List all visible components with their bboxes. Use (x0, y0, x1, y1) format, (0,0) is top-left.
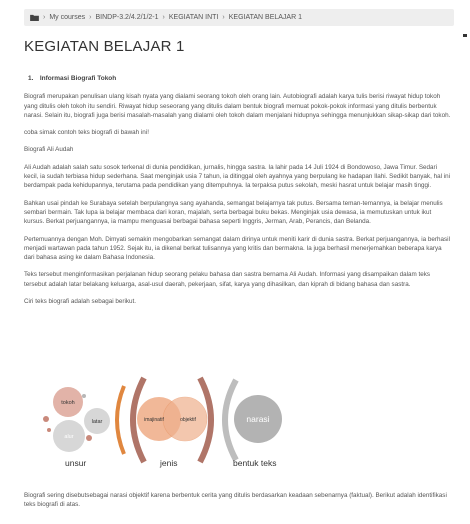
paragraph-analysis: Teks tersebut menginformasikan perjalanan hidup seorang pelaku bahasa dan sastra bernama Ali Audah. Informasi yang disampaikan dalam teks tersebut adalah latar belakang keluarga, asal-usul daerah, pekerjaan, sifat, karya yang dihasilkan, dan kiprah di bidang bahasa dan sastra. (24, 271, 431, 288)
dot-3 (86, 435, 92, 441)
biography-diagram (24, 372, 324, 482)
breadcrumb-current: KEGIATAN BELAJAR 1 (228, 14, 302, 21)
text-imajinatif: imajinatif (144, 417, 164, 423)
section-title: Informasi Biografi Tokoh (39, 75, 117, 82)
text-latar: latar (91, 419, 103, 425)
section-number: 1. (28, 75, 34, 82)
breadcrumb-course[interactable]: BINDP-3.2/4.2/1/2-1 (95, 14, 159, 21)
breadcrumb (24, 9, 454, 26)
label-bentuk-teks: bentuk teks (233, 458, 277, 468)
label-unsur: unsur (65, 458, 87, 468)
section-heading (24, 74, 452, 83)
text-narasi: narasi (246, 414, 270, 424)
chevron-right-icon: › (162, 14, 165, 21)
label-jenis: jenis (160, 458, 178, 468)
chevron-right-icon: › (222, 14, 225, 21)
paragraph-intro: Biografi merupakan penulisan ulang kisah nyata yang dialami seorang tokoh oleh orang lain. Autobiografi adalah karya tulis berisi riwayat hidup tokoh yang ditulis oleh tokoh itu sendiri. Riwayat hidup seseorang yang ditulis dalam bentuk biografi memuat pokok-pokok informasi yang ditulis berbentuk narasi. Selain itu, biografi juga berisi masalah-masalah yang dialami oleh tokoh dalam menjalani hidupnya sehingga menunjukkan sikap-sikap dari tokoh. (24, 93, 451, 119)
dot-1 (43, 416, 49, 422)
paragraph-bio-3: Pertemuannya dengan Moh. Dimyati semakin mengobarkan semangat dalam dirinya untuk meniti karir di dunia sastra. Berkat perjuangannya, ia berhasil menjadi wartawan pada tahun 1952. Sejak itu, ia dikenal berkat tulisannya yang kritis dan bermakna. Ia juga berhasil menerjemahkan beberapa karya dari bahasa asing ke dalam Bahasa Indonesia. (24, 235, 450, 262)
chevron-right-icon: › (43, 14, 46, 21)
breadcrumb-my-courses[interactable]: My courses (49, 14, 86, 21)
paragraph-bio-1: Ali Audah adalah salah satu sosok terkenal di dunia pendidikan, jurnalis, hingga sastra. Ia lahir pada 14 Juli 1924 di Bondowoso, Jawa Timur. Sedari kecil, ia sudah terbiasa hidup sederhana. Saat menginjak usia 7 tahun, ia ditinggal oleh ayahnya yang berpulang ke hadapan Ilahi. Sedikit banyak, hal ini berdampak pada kehidupannya, terutama pada pendidikan yang ditempuhnya. Ia terpaksa putus sekolah, meski hasrat untuk belajar masih tinggi. (24, 163, 451, 190)
paragraph-footer: Biografi sering disebutsebagai narasi objektif karena berbentuk cerita yang ditulis berdasarkan keadaan sebenarnya (faktual). Berikut adalah identifikasi teks biografi di atas. (24, 492, 447, 509)
paragraph-characteristics: Ciri teks biografi adalah sebagai berikut. (24, 298, 137, 306)
edge-marker (463, 34, 467, 37)
text-alur: alur (64, 434, 74, 440)
folder-icon (30, 14, 39, 21)
dot-4 (82, 394, 86, 398)
paragraph-bio-2: Bahkan usai pindah ke Surabaya setelah berpulangnya sang ayahanda, semangat belajarnya tak putus. Bersama teman-temannya, ia belajar menulis sembari bermain. Tak lupa ia belajar membaca dari koran, majalah, serta berbagai buku bekas. Menginjak usia dewasa, ia memutuskan untuk ikut kursus. Berkat perjuangannya, ia mampu menguasai berbagai bahasa seperti Inggris, Jerman, Arab, Perancis, dan Belanda. (24, 199, 443, 226)
paragraph-example-title: Biografi Ali Audah (24, 146, 74, 154)
dot-2 (47, 428, 51, 432)
page-content (24, 74, 452, 314)
arc-separator-1 (117, 386, 124, 454)
chevron-right-icon: › (89, 14, 92, 21)
text-tokoh: tokoh (61, 400, 75, 406)
page-title: KEGIATAN BELAJAR 1 (24, 38, 185, 55)
text-objektif: objektif (180, 417, 196, 423)
breadcrumb-section[interactable]: KEGIATAN INTI (168, 14, 219, 21)
paragraph-prompt: coba simak contoh teks biografi di bawah ini! (24, 129, 149, 137)
